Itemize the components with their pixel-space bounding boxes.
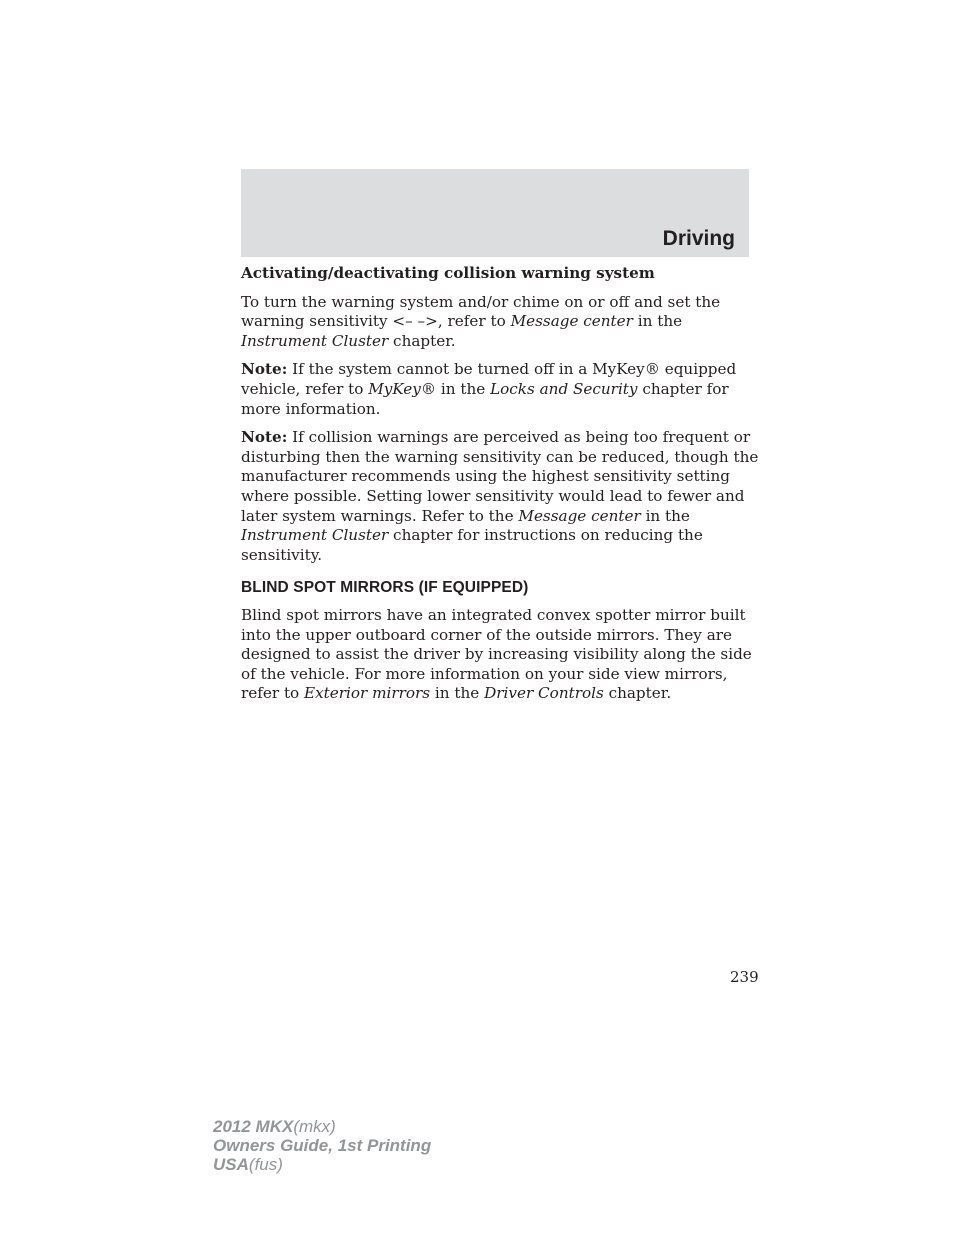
text: If the system cannot be turned off in a MyKey® equipped vehicle, refer to [241,360,737,398]
text: in the [632,312,683,331]
text: in the [436,379,491,398]
reference-locks-security: Locks and Security [490,379,638,398]
reference-instrument-cluster: Instrument Cluster [241,526,389,545]
reference-exterior-mirrors: Exterior mirrors [304,684,431,703]
reference-mykey: MyKey® [368,379,437,398]
text: chapter. [603,684,672,703]
text: in the [430,684,485,703]
text: To turn the warning system and/or chime on or off and set the warning sensitivity <– –>, refer to [241,292,721,331]
footer-line-model [213,1117,431,1136]
note-label: Note: [241,360,288,379]
text: chapter. [388,331,456,350]
chapter-header-band [241,169,749,257]
text: Blind spot mirrors have an integrated convex spotter mirror built into the upper outboard corner of the outside mirrors. They are designed to assist the driver by increasing visibility along the side of the vehicle. For more information on your side view mirrors, refer to [241,605,752,703]
footer-model: 2012 MKX [213,1117,294,1136]
text: chapter for more information. [241,379,729,418]
reference-instrument-cluster: Instrument Cluster [241,331,389,350]
note-mykey [241,360,761,419]
footer-line-edition: Owners Guide, 1st Printing [213,1136,432,1155]
note-label: Note: [241,428,288,447]
footer-market: USA [213,1155,249,1174]
reference-message-center: Message center [510,312,633,331]
section-heading: BLIND SPOT MIRRORS (IF EQUIPPED) [241,579,529,597]
chapter-title: Driving [662,227,735,250]
reference-driver-controls: Driver Controls [484,684,604,703]
page-content [241,264,761,713]
reference-message-center: Message center [518,506,641,525]
footer-market-code: (fus) [248,1155,283,1174]
footer-model-code: (mkx) [293,1117,336,1136]
text: in the [640,506,690,525]
paragraph-collision-settings [241,293,761,352]
text: chapter for instructions on reducing the sensitivity. [241,526,703,564]
note-sensitivity [241,428,761,565]
footer-line-market [213,1155,431,1174]
text: If collision warnings are perceived as being too frequent or disturbing then the warning sensitivity can be reduced, though the manufacturer recommends using the highest sensitivity setting where possible. Setting lower sensitivity would lead to fewer and later system warnings. Refer to the [241,428,759,525]
page-number: 239 [730,968,759,986]
subheading: Activating/deactivating collision warning system [241,264,655,282]
document-footer [213,1117,431,1174]
paragraph-blind-spot-mirrors [241,606,761,704]
